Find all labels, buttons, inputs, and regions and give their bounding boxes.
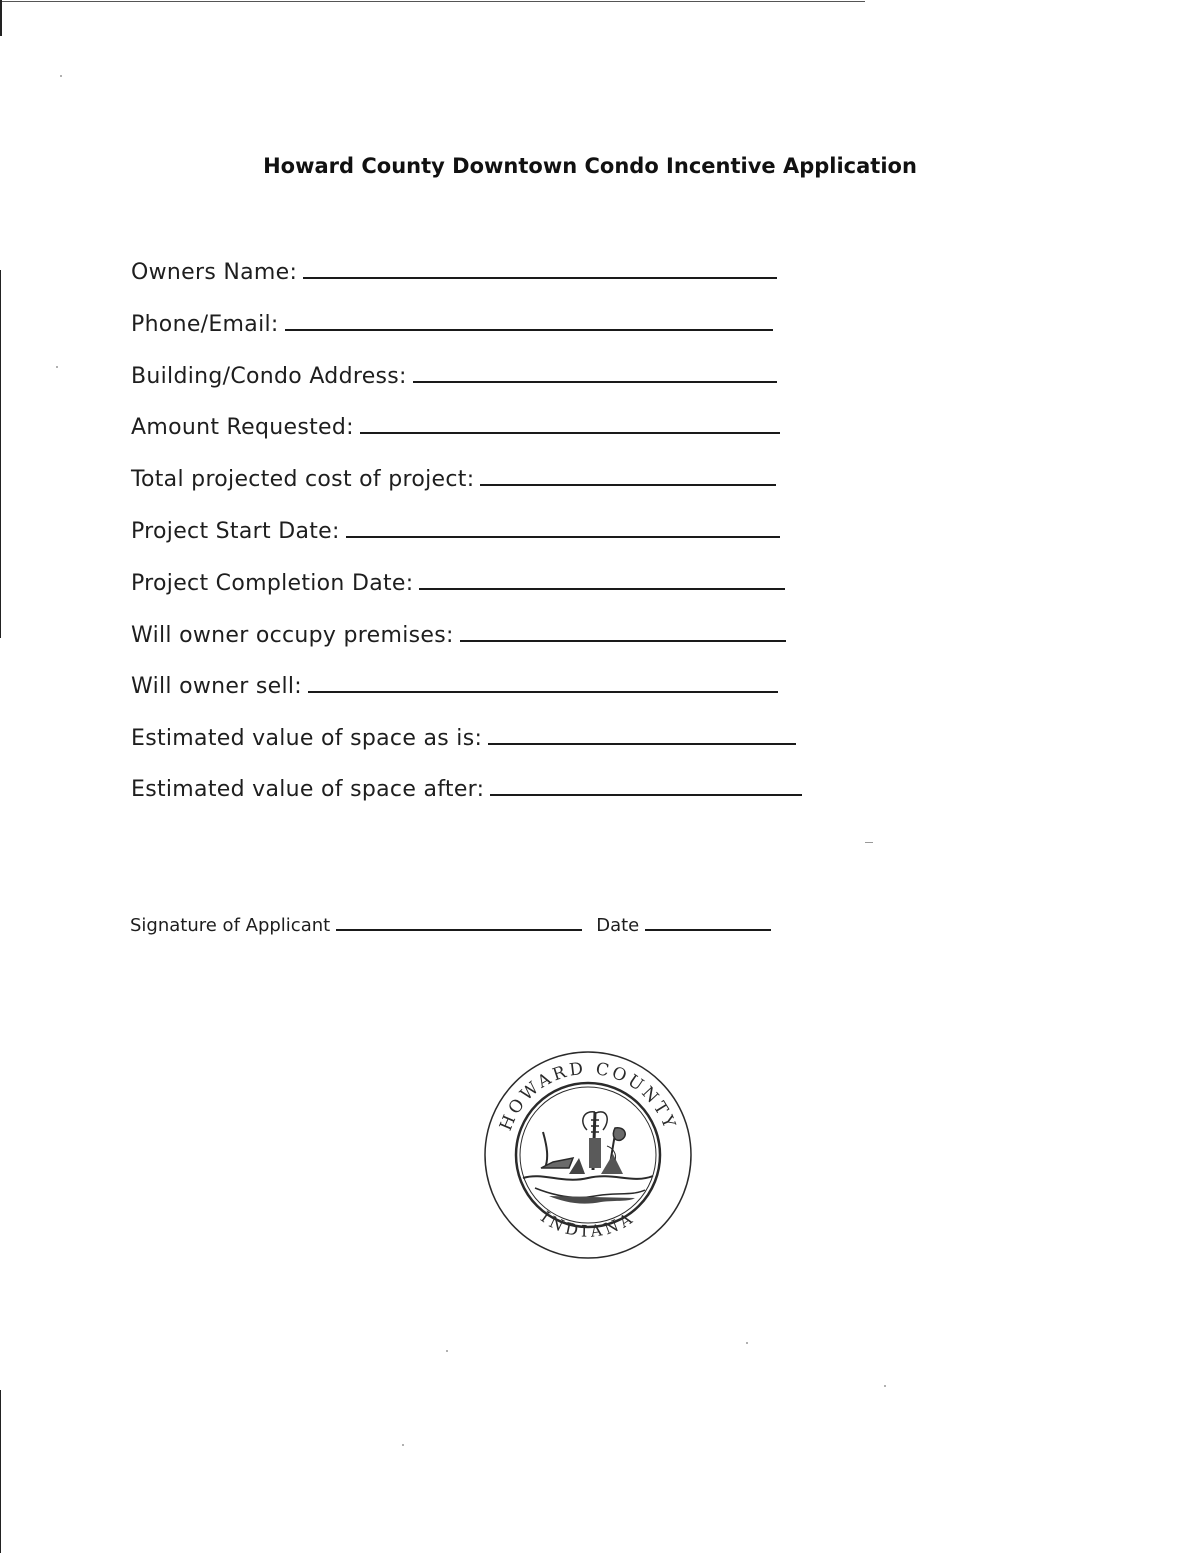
scan-edge-left: [0, 270, 1, 638]
date-label: Date: [596, 915, 640, 936]
field-label: Project Start Date:: [131, 519, 340, 544]
county-seal: [483, 1050, 693, 1260]
phone-email-input-line[interactable]: [285, 310, 773, 331]
seal-emblem-icon: [523, 1112, 653, 1204]
field-project-completion-date: [131, 569, 785, 596]
value-after-input-line[interactable]: [490, 775, 802, 796]
field-total-projected-cost: [131, 465, 776, 492]
seal-top-text: HOWARD COUNTY: [496, 1058, 680, 1134]
field-project-start-date: [131, 517, 780, 544]
scan-edge-top: [0, 1, 865, 2]
scan-edge-left: [0, 1390, 1, 1553]
date-input-line[interactable]: [645, 913, 771, 931]
field-label: Project Completion Date:: [131, 571, 414, 596]
owner-sell-input-line[interactable]: [308, 672, 778, 693]
amount-requested-input-line[interactable]: [360, 413, 780, 434]
scan-speck: [60, 75, 62, 77]
page-title: Howard County Downtown Condo Incentive Application: [263, 154, 917, 178]
scan-speck: [746, 1342, 748, 1344]
building-address-input-line[interactable]: [413, 362, 777, 383]
scan-speck: [865, 842, 873, 843]
scan-speck: [56, 366, 58, 368]
scan-edge-left: [0, 0, 2, 36]
field-label: Will owner sell:: [131, 674, 303, 699]
scan-speck: [402, 1444, 404, 1446]
owners-name-input-line[interactable]: [303, 258, 777, 279]
field-label: Total projected cost of project:: [131, 467, 475, 492]
field-phone-email: [131, 310, 773, 337]
field-owners-name: [131, 258, 777, 285]
field-owner-sell: [131, 672, 778, 699]
field-label: Phone/Email:: [131, 312, 279, 337]
project-completion-date-input-line[interactable]: [419, 569, 785, 590]
owner-occupy-input-line[interactable]: [460, 621, 786, 642]
signature-input-line[interactable]: [336, 913, 582, 931]
field-owner-occupy: [131, 621, 786, 648]
field-value-after: [131, 775, 802, 802]
field-label: Will owner occupy premises:: [131, 623, 454, 648]
seal-bottom-text: INDIANA: [537, 1207, 639, 1241]
scan-speck: [884, 1385, 886, 1387]
scan-speck: [446, 1350, 448, 1352]
field-label: Estimated value of space after:: [131, 777, 485, 802]
total-projected-cost-input-line[interactable]: [480, 465, 776, 486]
signature-label: Signature of Applicant: [130, 915, 331, 936]
value-as-is-input-line[interactable]: [488, 724, 796, 745]
field-label: Amount Requested:: [131, 415, 354, 440]
signature-row: [130, 913, 771, 936]
field-building-address: [131, 362, 777, 389]
field-value-as-is: [131, 724, 796, 751]
field-label: Building/Condo Address:: [131, 364, 407, 389]
field-amount-requested: [131, 413, 780, 440]
field-label: Owners Name:: [131, 260, 298, 285]
seal-inner-ring: [516, 1083, 660, 1227]
project-start-date-input-line[interactable]: [346, 517, 780, 538]
field-label: Estimated value of space as is:: [131, 726, 483, 751]
